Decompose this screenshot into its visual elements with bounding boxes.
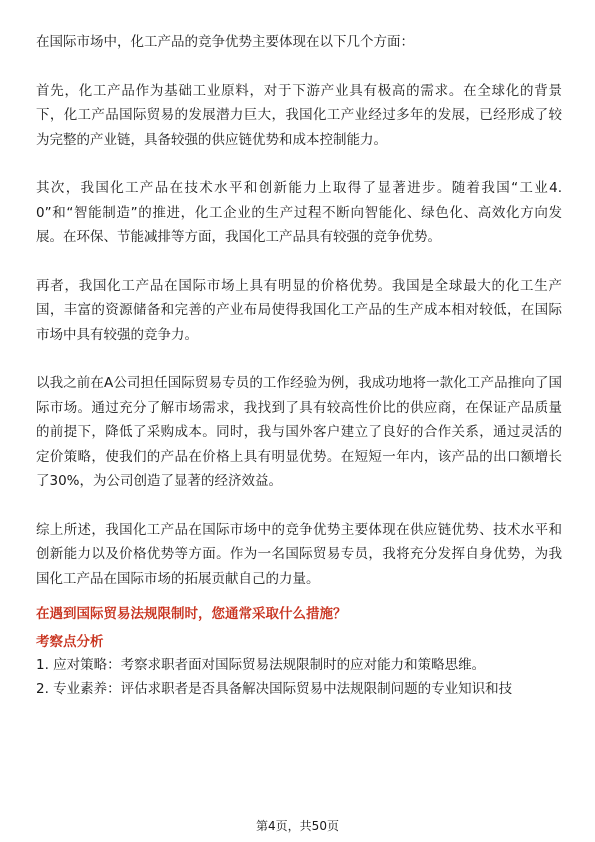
question-heading: 在遇到国际贸易法规限制时，您通常采取什么措施？: [36, 606, 347, 622]
paragraph-third: 再者，我国化工产品在国际市场上具有明显的价格优势。我国是全球最大的化工生产国，丰富的资源储备和完善的产业布局使得我国化工产品的生产成本相对较低，在国际市场中具有较强的竞争力。: [36, 277, 562, 343]
paragraph-example: 以我之前在A公司担任国际贸易专员的工作经验为例，我成功地将一款化工产品推向了国际市场。通过充分了解市场需求，我找到了具有较高性价比的供应商，在保证产品质量的前提下，降低了采购成本。同时，我与国外客户建立了良好的合作关系，通过灵活的定价策略，使我们的产品在价格上具有明显优势。在短短一年内，该产品的出口额增长了30%，为公司创造了显著的经济效益。: [36, 375, 562, 489]
analysis-item: 2. 专业素养：评估求职者是否具备解决国际贸易中法规限制问题的专业知识和技: [36, 681, 513, 697]
document-body: [36, 30, 562, 701]
analysis-item: 1. 应对策略：考察求职者面对国际贸易法规限制时的应对能力和策略思维。: [36, 657, 486, 673]
intro-paragraph: 在国际市场中，化工产品的竞争优势主要体现在以下几个方面：: [36, 34, 414, 50]
paragraph-first: 首先，化工产品作为基础工业原料，对于下游产业具有极高的需求。在全球化的背景下，化工产品国际贸易的发展潜力巨大，我国化工产业经过多年的发展，已经形成了较为完整的产业链，具备较强的供应链优势和成本控制能力。: [36, 82, 562, 148]
page-number: 第4页，共50页: [256, 819, 339, 833]
paragraph-summary: 综上所述，我国化工产品在国际市场中的竞争优势主要体现在供应链优势、技术水平和创新能力以及价格优势等方面。作为一名国际贸易专员，我将充分发挥自身优势，为我国化工产品在国际市场的拓展贡献自己的力量。: [36, 521, 562, 587]
analysis-heading: 考察点分析: [36, 634, 104, 650]
paragraph-second: 其次，我国化工产品在技术水平和创新能力上取得了显著进步。随着我国“工业4.0”和“智能制造”的推进，化工企业的生产过程不断向智能化、绿色化、高效化方向发展。在环保、节能减排等方面，我国化工产品具有较强的竞争优势。: [36, 180, 562, 245]
